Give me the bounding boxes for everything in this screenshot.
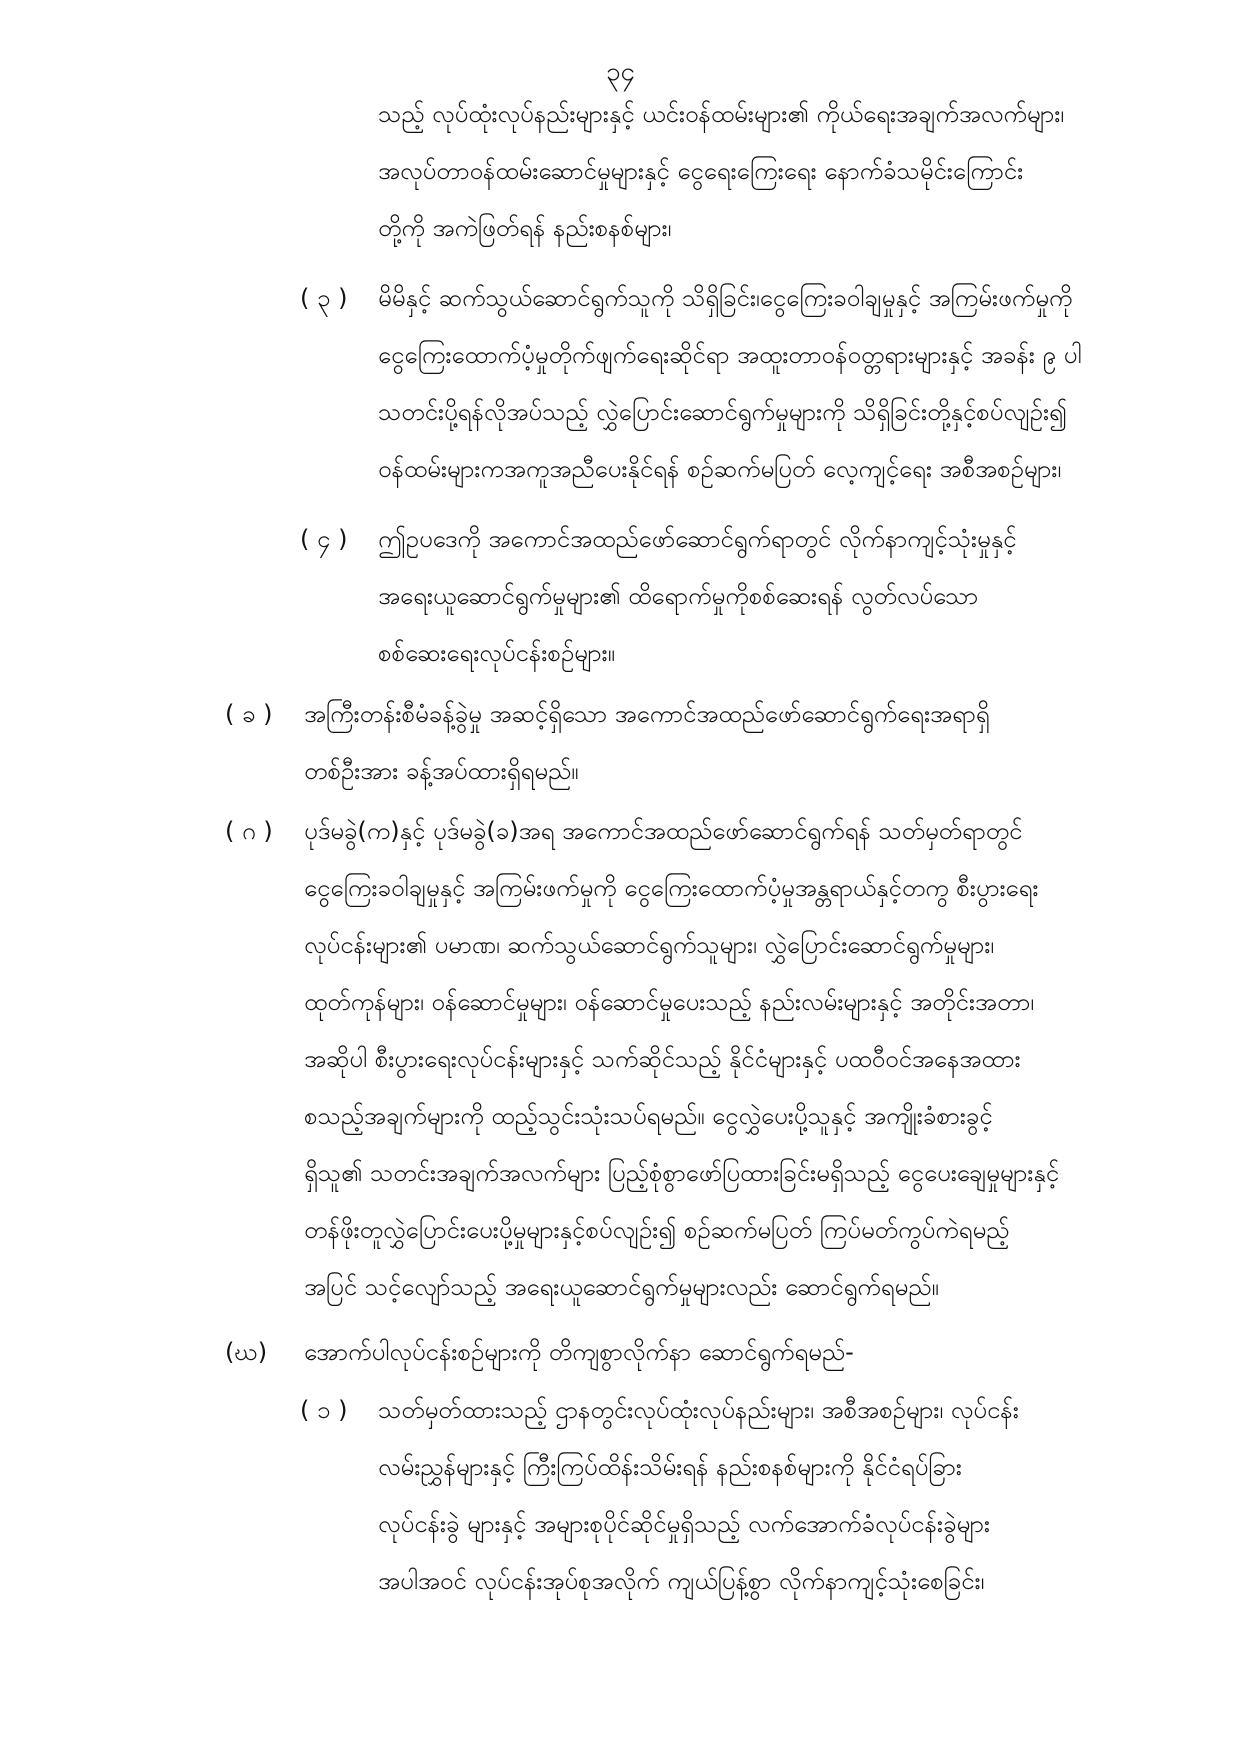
text-line: စစ်ဆေးရေးလုပ်ငန်းစဉ်များ။ — [378, 639, 615, 667]
item-text — [304, 686, 1159, 800]
text-line: အပြင် သင့်လျော်သည့် အရေးယူဆောင်ရွက်မှုများလည်း ဆောင်ရွက်ရမည်။ — [304, 1273, 939, 1301]
item-marker: ( ခ ) — [225, 700, 273, 728]
text-line: သည့် လုပ်ထုံးလုပ်နည်းများနှင့် ယင်းဝန်ထမ်းများ၏ ကိုယ်ရေးအချက်အလက်များ၊ — [378, 100, 1065, 128]
text-line: ငွေကြေးခဝါချမှုနှင့် အကြမ်းဖက်မှုကို ငွေကြေးထောက်ပံ့မှုအန္တရာယ်နှင့်တကွ စီးပွားရေး — [304, 874, 1039, 902]
text-line: တို့ကို အကဲဖြတ်ရန် နည်းစနစ်များ၊ — [378, 214, 672, 242]
item-marker: (ဃ) — [225, 1338, 268, 1366]
text-line: ထုတ်ကုန်များ၊ ဝန်ဆောင်မှုများ၊ ဝန်ဆောင်မှုပေးသည့် နည်းလမ်းများနှင့် အတိုင်းအတာ၊ — [304, 988, 1034, 1016]
text-line: အောက်ပါလုပ်ငန်းစဉ်များကို တိကျစွာလိုက်နာ ဆောင်ရွက်ရမည်- — [304, 1338, 854, 1366]
page-number: ၃၄ — [605, 57, 636, 87]
text-line: အဆိုပါ စီးပွားရေးလုပ်ငန်းများနှင့် သက်ဆိုင်သည့် နိုင်ငံများနှင့် ပထဝီဝင်အနေအထား — [304, 1045, 1021, 1073]
item-text — [304, 803, 1159, 1316]
text-line: တန်ဖိုးတူလွှဲပြောင်းပေးပို့မှုများနှင့်စပ်လျဉ်း၍ စဉ်ဆက်မပြတ် ကြပ်မတ်ကွပ်ကဲရမည့် — [304, 1216, 1010, 1244]
text-line: လမ်းညွှန်များနှင့် ကြီးကြပ်ထိန်းသိမ်းရန် နည်းစနစ်များကို နိုင်ငံရပ်ခြား — [378, 1453, 962, 1481]
text-line: သတင်းပို့ရန်လိုအပ်သည့် လွှဲပြောင်းဆောင်ရွက်မှုများကို သိရှိခြင်းတို့နှင့်စပ်လျဉ်း၍ — [378, 398, 1067, 426]
text-line: ဝန်ထမ်းများကအကူအညီပေးနိုင်ရန် စဉ်ဆက်မပြတ် လေ့ကျင့်ရေး အစီအစဉ်များ၊ — [378, 455, 1062, 483]
item-marker: ( ၃ ) — [300, 284, 348, 312]
text-line: ပုဒ်မခွဲ(က)နှင့် ပုဒ်မခွဲ(ခ)အရ အကောင်အထည်ဖော်ဆောင်ရွက်ရန် သတ်မှတ်ရာတွင် — [304, 817, 1023, 845]
item-text — [304, 1324, 1159, 1381]
item-text — [378, 270, 1158, 498]
text-line: အပါအဝင် လုပ်ငန်းအုပ်စုအလိုက် ကျယ်ပြန့်စွာ လိုက်နာကျင့်သုံးစေခြင်း၊ — [378, 1567, 985, 1595]
item-marker: ( ၁ ) — [300, 1396, 348, 1424]
text-line: မိမိနှင့် ဆက်သွယ်ဆောင်ရွက်သူကို သိရှိခြင်း၊ငွေကြေးခဝါချမှုနှင့် အကြမ်းဖက်မှုကို — [378, 284, 1073, 312]
item-text — [378, 511, 1158, 682]
text-line: ဤဥပဒေကို အကောင်အထည်ဖော်ဆောင်ရွက်ရာတွင် လိုက်နာကျင့်သုံးမှုနှင့် — [378, 525, 1017, 553]
text-line: လုပ်ငန်းခွဲ များနှင့် အများစုပိုင်ဆိုင်မှုရှိသည့် လက်အောက်ခံလုပ်ငန်းခွဲများ — [378, 1510, 990, 1538]
item-text — [378, 1382, 1158, 1610]
text-line: လုပ်ငန်းများ၏ ပမာဏ၊ ဆက်သွယ်ဆောင်ရွက်သူများ၊ လွှဲပြောင်းဆောင်ရွက်မှုများ၊ — [304, 931, 995, 959]
text-line: တစ်ဦးအား ခန့်အပ်ထားရှိရမည်။ — [304, 757, 579, 785]
item-marker: ( ဂ ) — [225, 817, 273, 845]
text-line: အကြီးတန်းစီမံခန့်ခွဲမှု အဆင့်ရှိသော အကောင်အထည်ဖော်ဆောင်ရွက်ရေးအရာရှိ — [304, 700, 990, 728]
text-line: ရှိသူ၏ သတင်းအချက်အလက်များ ပြည့်စုံစွာဖော်ပြထားခြင်းမရှိသည့် ငွေပေးချေမှုများနှင့် — [304, 1159, 1060, 1187]
text-line: ငွေကြေးထောက်ပံ့မှုတိုက်ဖျက်ရေးဆိုင်ရာ အထူးတာဝန်ဝတ္တရားများနှင့် အခန်း ၉ ပါ — [378, 341, 1082, 369]
text-line: သတ်မှတ်ထားသည့် ဌာနတွင်းလုပ်ထုံးလုပ်နည်းများ၊ အစီအစဉ်များ၊ လုပ်ငန်း — [378, 1396, 1019, 1424]
text-line: အလုပ်တာဝန်ထမ်းဆောင်မှုများနှင့် ငွေရေးကြေးရေး နောက်ခံသမိုင်းကြောင်း — [378, 157, 1024, 185]
text-line: စသည့်အချက်များကို ထည့်သွင်းသုံးသပ်ရမည်။ ငွေလွှဲပေးပို့သူနှင့် အကျိုးခံစားခွင့် — [304, 1102, 993, 1130]
text-line: အရေးယူဆောင်ရွက်မှုများ၏ ထိရောက်မှုကိုစစ်ဆေးရန် လွတ်လပ်သော — [378, 582, 979, 610]
item-marker: ( ၄ ) — [300, 525, 348, 553]
paragraph-text — [378, 86, 1158, 257]
